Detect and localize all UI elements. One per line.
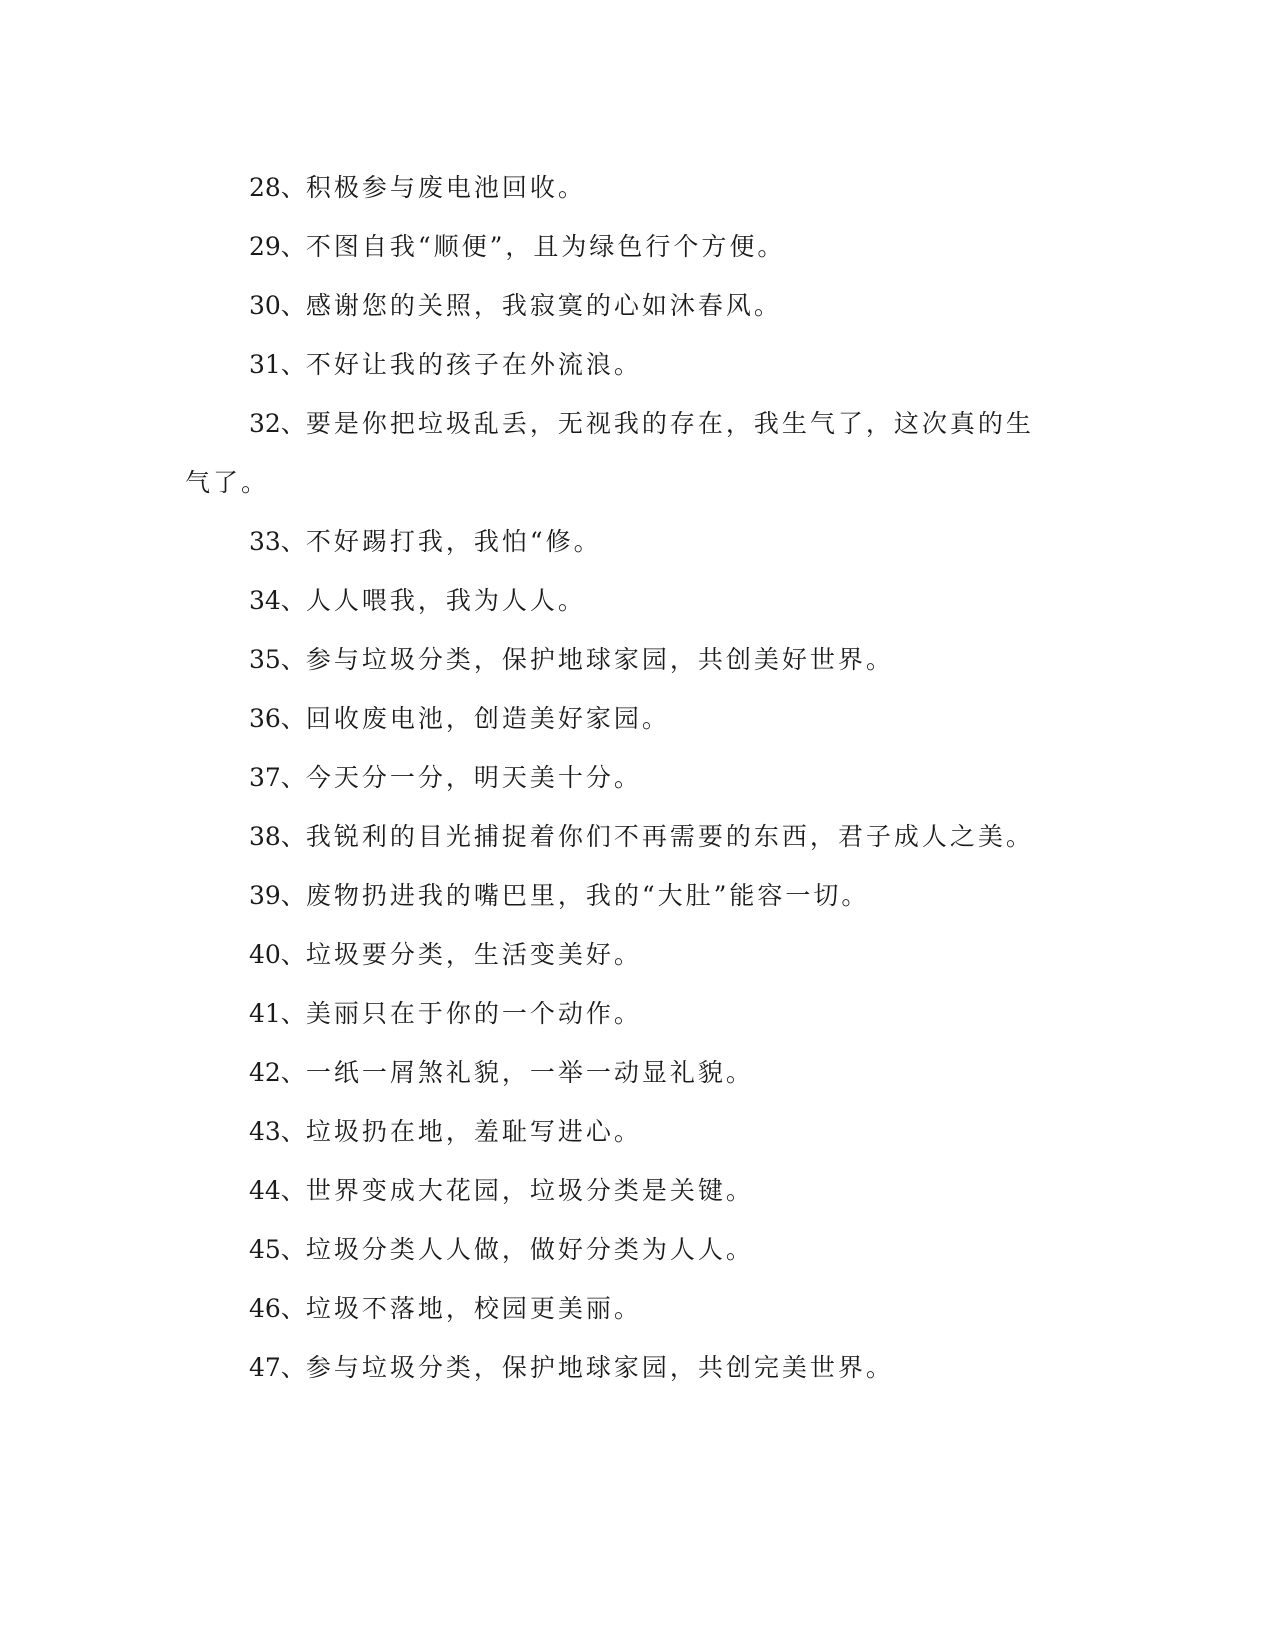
item-text: 垃圾分类人人做，做好分类为人人。 <box>305 1235 754 1264</box>
list-item <box>185 1161 1060 1220</box>
item-number: 31、 <box>249 350 306 379</box>
list-item <box>185 1338 1060 1397</box>
item-number: 34、 <box>249 586 306 615</box>
item-number: 29、 <box>249 232 306 261</box>
list-item <box>185 512 1060 571</box>
item-text: 感谢您的关照，我寂寞的心如沐春风。 <box>305 291 782 320</box>
item-number: 37、 <box>249 763 306 792</box>
item-number: 40、 <box>249 940 306 969</box>
item-text: 我锐利的目光捕捉着你们不再需要的东西，君子成人之美。 <box>305 822 1034 851</box>
list-item <box>185 807 1060 866</box>
list-item <box>185 158 1060 217</box>
slogan-list <box>185 158 1060 1397</box>
list-item <box>185 925 1060 984</box>
item-number: 39、 <box>249 881 306 910</box>
item-number: 33、 <box>249 527 306 556</box>
item-text: 今天分一分，明天美十分。 <box>305 763 642 792</box>
list-item <box>185 394 1060 512</box>
item-text: 要是你把垃圾乱丢，无视我的存在，我生气了，这次真的生气了。 <box>185 409 1034 497</box>
list-item <box>185 335 1060 394</box>
item-number: 43、 <box>249 1117 306 1146</box>
item-text: 回收废电池，创造美好家园。 <box>305 704 670 733</box>
list-item <box>185 1102 1060 1161</box>
item-text: 废物扔进我的嘴巴里，我的“大肚”能容一切。 <box>305 881 870 910</box>
item-number: 30、 <box>249 291 306 320</box>
item-number: 46、 <box>249 1294 306 1323</box>
item-number: 47、 <box>249 1353 306 1382</box>
item-text: 垃圾要分类，生活变美好。 <box>305 940 642 969</box>
list-item <box>185 217 1060 276</box>
item-text: 世界变成大花园，垃圾分类是关键。 <box>305 1176 754 1205</box>
item-number: 41、 <box>249 999 306 1028</box>
item-text: 参与垃圾分类，保护地球家园，共创美好世界。 <box>305 645 894 674</box>
item-number: 32、 <box>249 409 306 438</box>
list-item <box>185 571 1060 630</box>
list-item <box>185 630 1060 689</box>
item-text: 不图自我“顺便”，且为绿色行个方便。 <box>305 232 786 261</box>
item-text: 垃圾不落地，校园更美丽。 <box>305 1294 642 1323</box>
list-item <box>185 748 1060 807</box>
item-number: 45、 <box>249 1235 306 1264</box>
list-item <box>185 984 1060 1043</box>
item-number: 44、 <box>249 1176 306 1205</box>
item-number: 42、 <box>249 1058 306 1087</box>
item-number: 36、 <box>249 704 306 733</box>
list-item <box>185 1043 1060 1102</box>
item-text: 积极参与废电池回收。 <box>305 173 586 202</box>
list-item <box>185 1279 1060 1338</box>
list-item <box>185 866 1060 925</box>
list-item <box>185 276 1060 335</box>
item-text: 不好让我的孩子在外流浪。 <box>305 350 642 379</box>
list-item <box>185 1220 1060 1279</box>
item-number: 35、 <box>249 645 306 674</box>
item-text: 美丽只在于你的一个动作。 <box>305 999 642 1028</box>
item-text: 一纸一屑煞礼貌，一举一动显礼貌。 <box>305 1058 754 1087</box>
item-number: 38、 <box>249 822 306 851</box>
item-text: 参与垃圾分类，保护地球家园，共创完美世界。 <box>305 1353 894 1382</box>
item-text: 不好踢打我，我怕“修。 <box>305 527 602 556</box>
item-text: 垃圾扔在地，羞耻写进心。 <box>305 1117 642 1146</box>
item-text: 人人喂我，我为人人。 <box>305 586 586 615</box>
list-item <box>185 689 1060 748</box>
item-number: 28、 <box>249 173 306 202</box>
